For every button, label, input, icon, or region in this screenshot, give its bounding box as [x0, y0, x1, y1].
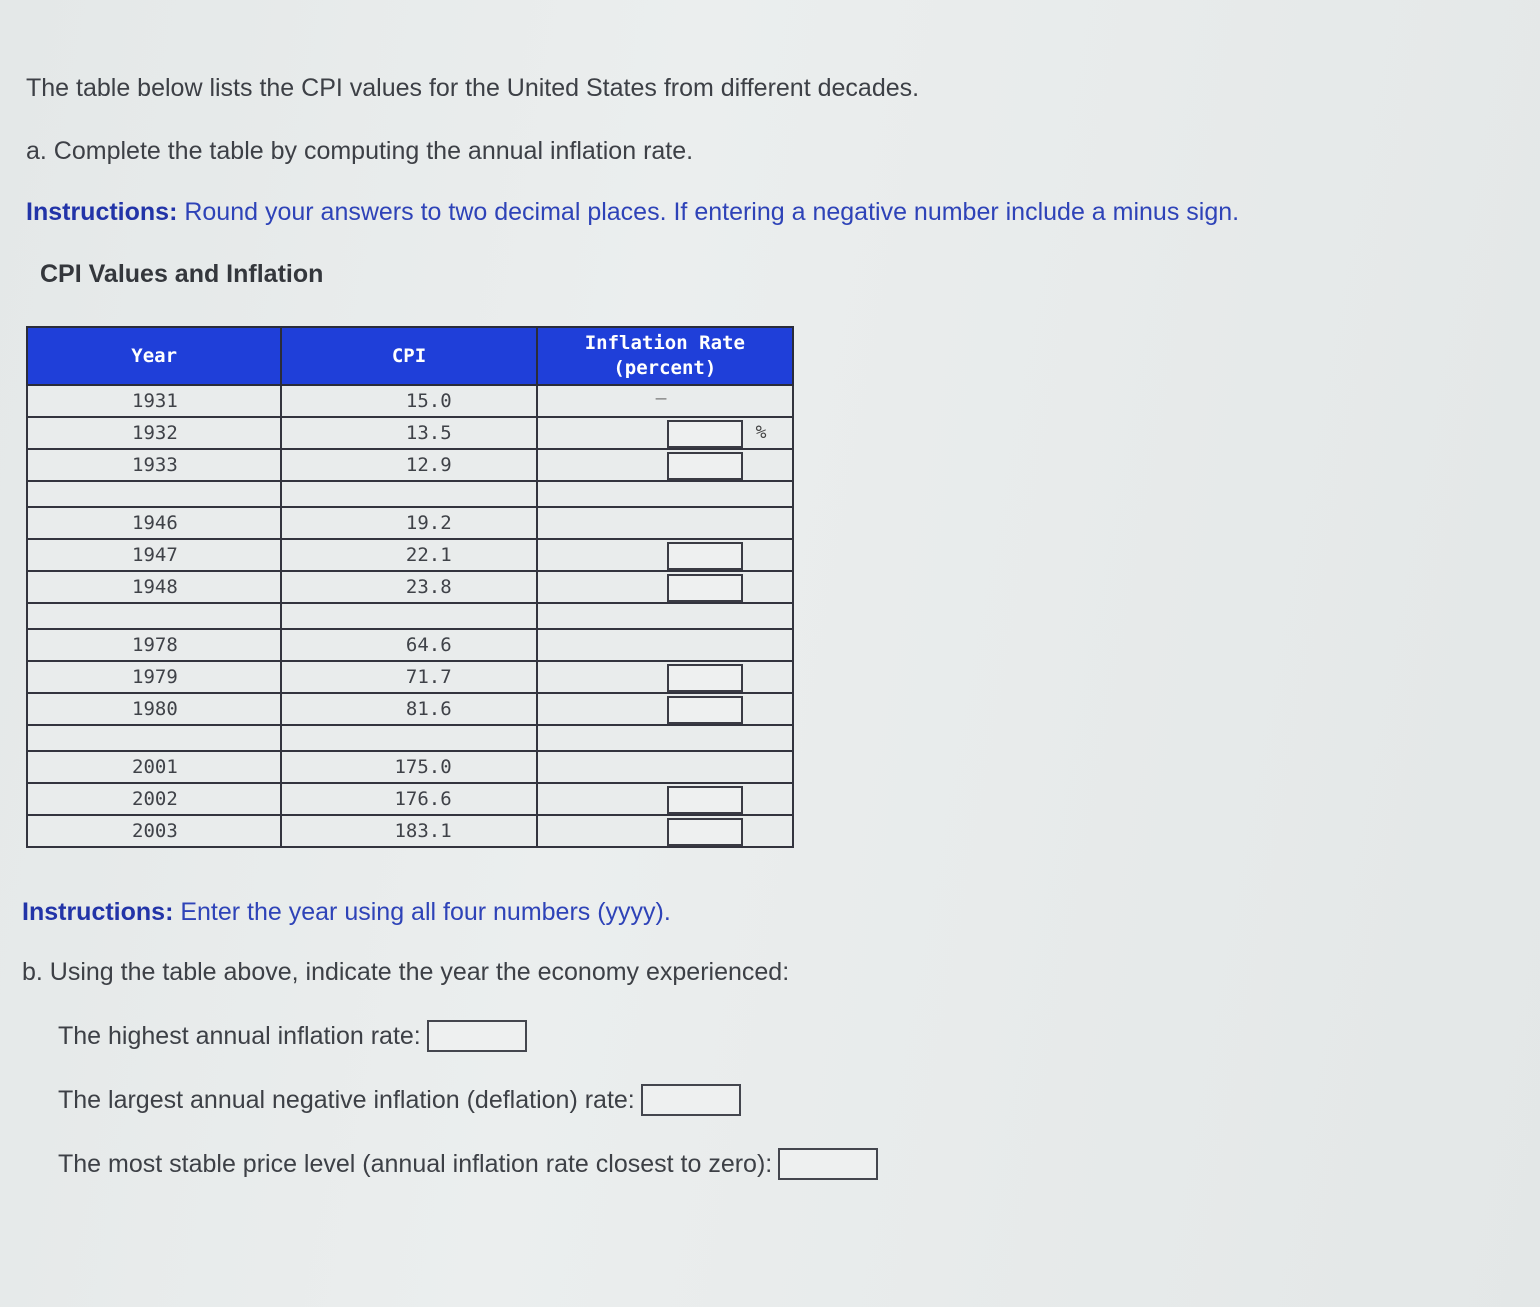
cpi-cell: 19.2 — [281, 507, 536, 539]
table-row — [27, 571, 793, 603]
question-highest-label: The highest annual inflation rate: — [58, 1021, 421, 1050]
year-cell: 1946 — [27, 507, 281, 539]
year-cell: 1948 — [27, 571, 281, 603]
table-row — [27, 507, 793, 539]
instructions-b-label: Instructions: — [22, 898, 174, 926]
rate-cell — [537, 661, 793, 693]
rate-cell — [537, 783, 793, 815]
instructions-a-label: Instructions: — [26, 198, 178, 226]
highest-inflation-year-input[interactable] — [427, 1020, 527, 1052]
table-row — [27, 385, 793, 417]
table-row — [27, 783, 793, 815]
year-cell: 2002 — [27, 783, 281, 815]
intro-text: The table below lists the CPI values for the United States from different decades. — [26, 74, 920, 102]
part-a-prompt: a. Complete the table by computing the annual inflation rate. — [26, 137, 694, 165]
question-deflation-label: The largest annual negative inflation (deflation) rate: — [58, 1085, 635, 1114]
cpi-cell: 15.0 — [281, 385, 536, 417]
instructions-b-text: Enter the year using all four numbers (yyyy). — [173, 898, 671, 926]
spacer-row — [27, 725, 793, 751]
cpi-cell: 12.9 — [281, 449, 536, 481]
question-highest — [58, 1020, 527, 1052]
rate-cell — [537, 815, 793, 847]
header-inflation-rate — [537, 327, 793, 385]
year-cell: 2001 — [27, 751, 281, 783]
table-row — [27, 815, 793, 847]
no-value-dash: – — [655, 388, 667, 409]
cpi-cell: 64.6 — [281, 629, 536, 661]
cpi-cell: 175.0 — [281, 751, 536, 783]
rate-cell — [537, 417, 793, 449]
year-cell: 1931 — [27, 385, 281, 417]
question-deflation — [58, 1084, 741, 1116]
year-cell: 1933 — [27, 449, 281, 481]
inflation-rate-input-1948[interactable] — [667, 574, 743, 602]
table-row — [27, 629, 793, 661]
rate-cell — [537, 571, 793, 603]
instructions-a — [26, 198, 1239, 227]
inflation-rate-input-1980[interactable] — [667, 696, 743, 724]
cpi-cell: 13.5 — [281, 417, 536, 449]
rate-cell — [537, 751, 793, 783]
year-cell: 1932 — [27, 417, 281, 449]
question-stable — [58, 1148, 878, 1180]
rate-cell — [537, 449, 793, 481]
cpi-cell: 22.1 — [281, 539, 536, 571]
rate-cell — [537, 693, 793, 725]
year-cell: 1980 — [27, 693, 281, 725]
table-title: CPI Values and Inflation — [40, 260, 324, 288]
year-cell: 1947 — [27, 539, 281, 571]
instructions-b — [22, 898, 671, 927]
header-rate-line1: Inflation Rate — [584, 332, 745, 354]
inflation-rate-input-1932[interactable] — [667, 420, 743, 448]
table-row — [27, 417, 793, 449]
header-year: Year — [27, 327, 281, 385]
cpi-cell: 81.6 — [281, 693, 536, 725]
year-cell: 2003 — [27, 815, 281, 847]
part-b-prompt: b. Using the table above, indicate the year the economy experienced: — [22, 958, 790, 986]
percent-unit: % — [755, 422, 767, 443]
rate-cell — [537, 507, 793, 539]
most-stable-year-input[interactable] — [778, 1148, 878, 1180]
year-cell: 1978 — [27, 629, 281, 661]
cpi-cell: 71.7 — [281, 661, 536, 693]
rate-cell — [537, 539, 793, 571]
table-row — [27, 751, 793, 783]
table-row — [27, 661, 793, 693]
instructions-a-text: Round your answers to two decimal places. If entering a negative number include a minus sign. — [177, 198, 1240, 226]
header-cpi: CPI — [281, 327, 536, 385]
spacer-row — [27, 481, 793, 507]
rate-cell — [537, 629, 793, 661]
inflation-rate-input-2002[interactable] — [667, 786, 743, 814]
question-stable-label: The most stable price level (annual inflation rate closest to zero): — [58, 1149, 773, 1178]
rate-cell — [537, 385, 793, 417]
table-row — [27, 693, 793, 725]
cpi-cell: 183.1 — [281, 815, 536, 847]
cpi-cell: 23.8 — [281, 571, 536, 603]
table-header-row — [27, 327, 793, 385]
table-row — [27, 539, 793, 571]
inflation-rate-input-2003[interactable] — [667, 818, 743, 846]
header-rate-line2: (percent) — [613, 357, 717, 379]
spacer-row — [27, 603, 793, 629]
inflation-rate-input-1947[interactable] — [667, 542, 743, 570]
inflation-rate-input-1933[interactable] — [667, 452, 743, 480]
year-cell: 1979 — [27, 661, 281, 693]
cpi-table — [26, 326, 794, 848]
largest-deflation-year-input[interactable] — [641, 1084, 741, 1116]
cpi-cell: 176.6 — [281, 783, 536, 815]
inflation-rate-input-1979[interactable] — [667, 664, 743, 692]
table-row — [27, 449, 793, 481]
